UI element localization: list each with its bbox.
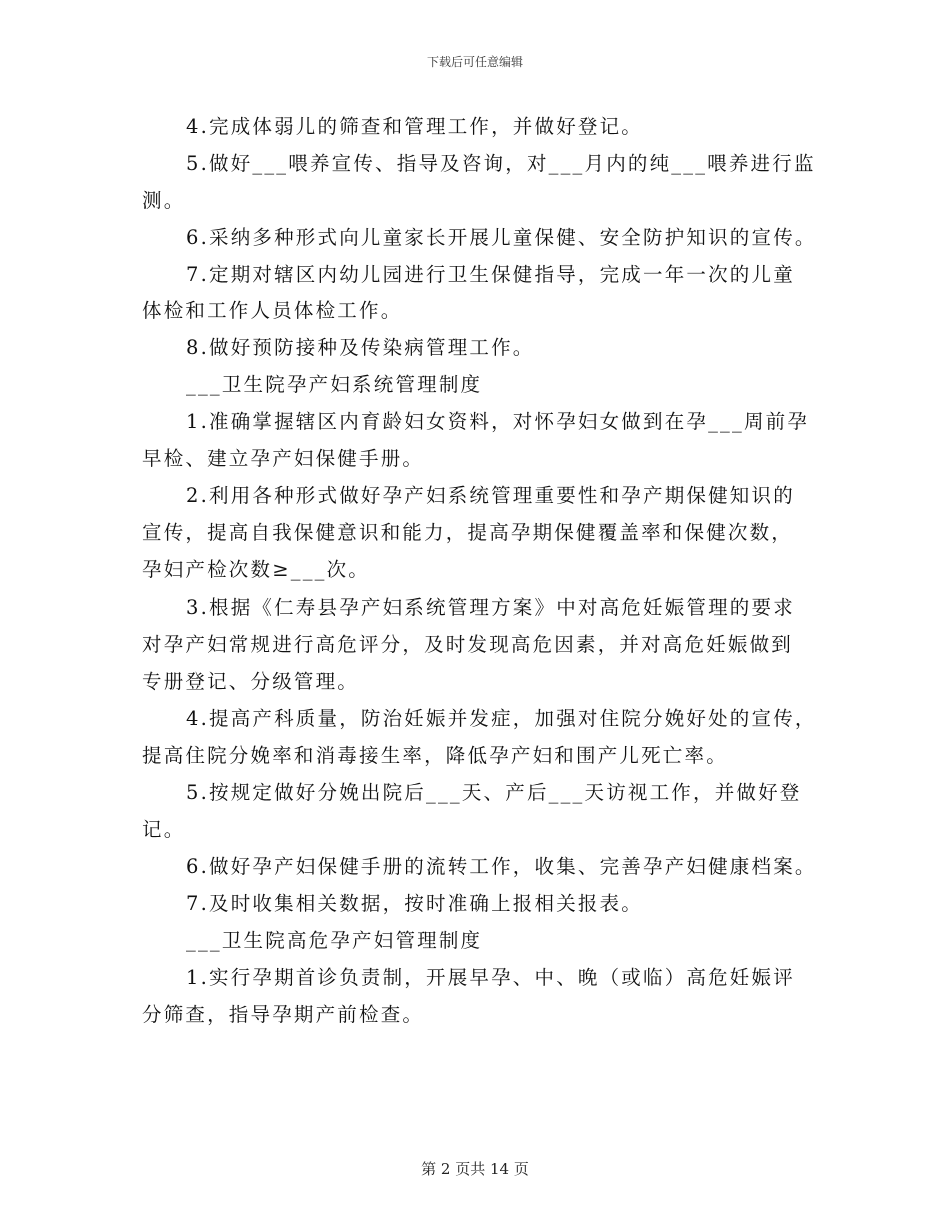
paragraph-line: 4.完成体弱儿的筛查和管理工作，并做好登记。 [186,115,644,138]
paragraph-line: 测。 [142,189,186,212]
paragraph-line: 4.提高产科质量，防治妊娠并发症，加强对住院分娩好处的宣传， [186,707,817,730]
paragraph-line: 1.实行孕期首诊负责制，开展早孕、中、晚（或临）高危妊娠评 [186,966,795,989]
paragraph-line: 6.采纳多种形式向儿童家长开展儿童保健、安全防护知识的宣传。 [186,226,817,249]
paragraph-line: 对孕产妇常规进行高危评分，及时发现高危因素，并对高危妊娠做到 [142,633,794,656]
paragraph-line: 5.按规定做好分娩出院后___天、产后___天访视工作，并做好登 [186,781,802,804]
paragraph-line: 宣传，提高自我保健意识和能力，提高孕期保健覆盖率和保健次数， [142,521,794,544]
page-footer: 第 2 页共 14 页 [421,1160,529,1178]
page-header: 下载后可任意编辑 [426,55,523,69]
paragraph-line: 早检、建立孕产妇保健手册。 [142,447,425,470]
paragraph-line: 分筛查，指导孕期产前检查。 [142,1003,425,1026]
paragraph-line: 7.定期对辖区内幼儿园进行卫生保健指导，完成一年一次的儿童 [186,263,795,286]
paragraph-line: 专册登记、分级管理。 [142,670,360,693]
paragraph-line: 8.做好预防接种及传染病管理工作。 [186,336,535,359]
paragraph-line: 7.及时收集相关数据，按时准确上报相关报表。 [186,892,644,915]
paragraph-line: 体检和工作人员体检工作。 [142,299,403,322]
paragraph-line: 记。 [142,818,186,841]
section-heading: ___卫生院高危孕产妇管理制度 [186,929,483,952]
paragraph-line: 提高住院分娩率和消毒接生率，降低孕产妇和围产儿死亡率。 [142,744,728,767]
paragraph-line: 1.准确掌握辖区内育龄妇女资料，对怀孕妇女做到在孕___周前孕 [186,410,810,433]
paragraph-line: 6.做好孕产妇保健手册的流转工作，收集、完善孕产妇健康档案。 [186,855,817,878]
paragraph-line: 3.根据《仁寿县孕产妇系统管理方案》中对高危妊娠管理的要求 [186,596,795,619]
paragraph-line: 孕妇产检次数≥___次。 [142,558,370,581]
paragraph-line: 5.做好___喂养宣传、指导及咨询，对___月内的纯___喂养进行监 [186,152,816,175]
paragraph-line: 2.利用各种形式做好孕产妇系统管理重要性和孕产期保健知识的 [186,484,795,507]
section-heading: ___卫生院孕产妇系统管理制度 [186,373,483,396]
